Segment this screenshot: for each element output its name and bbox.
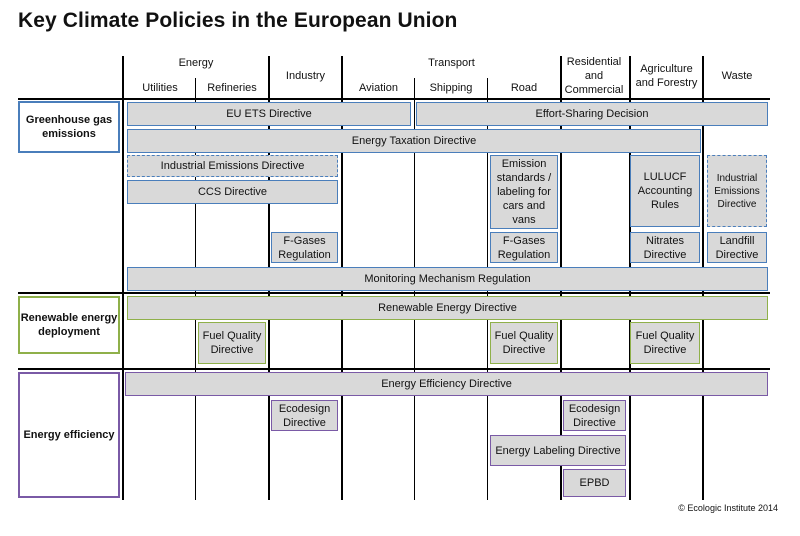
header-road: Road	[510, 82, 538, 94]
policy-energy-taxation: Energy Taxation Directive	[127, 129, 701, 153]
header-residential: Residential and Commercial	[564, 56, 624, 96]
row-label-ghg: Greenhouse gas emissions	[18, 101, 120, 153]
column-divider	[122, 56, 124, 500]
policy-fuel-quality-agri: Fuel Quality Directive	[630, 322, 700, 364]
policy-fuel-quality-road: Fuel Quality Directive	[490, 322, 558, 364]
row-separator	[18, 292, 770, 294]
policy-fuel-quality-refineries: Fuel Quality Directive	[198, 322, 266, 364]
header-utilities: Utilities	[142, 82, 178, 94]
row-label-renewable: Renewable energy deployment	[18, 296, 120, 354]
header-aviation: Aviation	[359, 82, 398, 94]
header-transport: Transport	[428, 57, 475, 69]
header-shipping: Shipping	[429, 82, 473, 94]
policy-nitrates: Nitrates Directive	[630, 232, 700, 263]
policy-emission-standards: Emission standards / labeling for cars and vans	[490, 155, 558, 229]
policy-renewable-energy: Renewable Energy Directive	[127, 296, 768, 320]
header-agriculture: Agriculture and Forestry	[635, 63, 698, 89]
policy-ccs: CCS Directive	[127, 180, 338, 204]
policy-monitoring: Monitoring Mechanism Regulation	[127, 267, 768, 291]
header-waste: Waste	[721, 70, 753, 82]
policy-fgases-industry: F-Gases Regulation	[271, 232, 338, 263]
policy-eu-ets: EU ETS Directive	[127, 102, 411, 126]
copyright-credit: © Ecologic Institute 2014	[678, 503, 778, 513]
policy-ecodesign-industry: Ecodesign Directive	[271, 400, 338, 431]
policy-landfill: Landfill Directive	[707, 232, 767, 263]
row-separator	[18, 368, 770, 370]
policy-industrial-emissions-waste: Industrial Emissions Directive	[707, 155, 767, 227]
page-title: Key Climate Policies in the European Union	[18, 9, 458, 32]
header-separator	[18, 98, 770, 100]
policy-energy-efficiency: Energy Efficiency Directive	[125, 372, 768, 396]
header-industry: Industry	[285, 70, 326, 82]
header-refineries: Refineries	[207, 82, 257, 94]
row-label-efficiency: Energy efficiency	[18, 372, 120, 498]
policy-fgases-road: F-Gases Regulation	[490, 232, 558, 263]
policy-ecodesign-residential: Ecodesign Directive	[563, 400, 626, 431]
header-energy: Energy	[178, 57, 214, 69]
policy-industrial-emissions: Industrial Emissions Directive	[127, 155, 338, 177]
policy-energy-labeling: Energy Labeling Directive	[490, 435, 626, 466]
policy-epbd: EPBD	[563, 469, 626, 497]
policy-lulucf: LULUCF Accounting Rules	[630, 155, 700, 227]
policy-effort-sharing: Effort-Sharing Decision	[416, 102, 768, 126]
